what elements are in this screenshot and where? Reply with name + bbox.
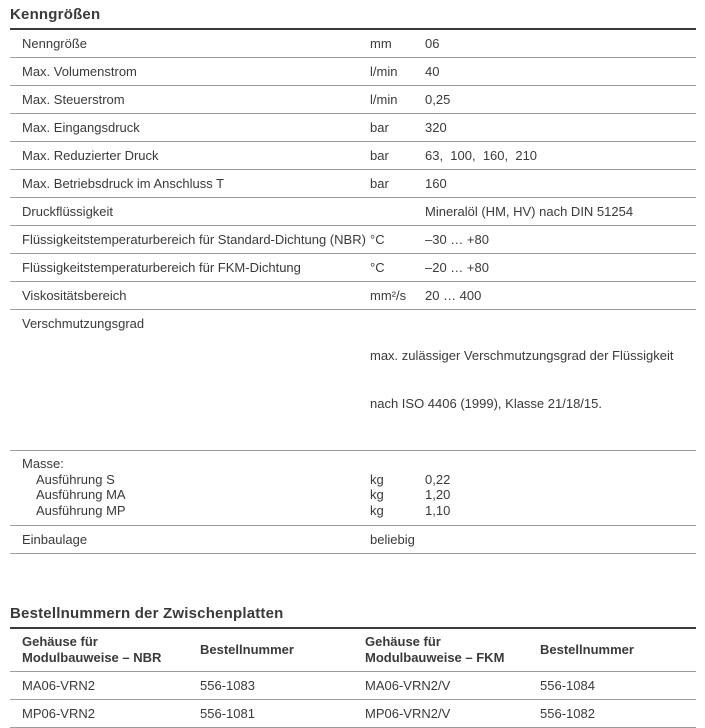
masse-item-line	[22, 472, 696, 488]
spec-label: Viskositätsbereich	[22, 287, 127, 303]
order-type-fkm: MP06-VRN2/V	[365, 705, 451, 721]
spec-row-viskositaet	[10, 282, 696, 310]
spec-label: Einbaulage	[22, 531, 88, 547]
spec-label: Verschmutzungsgrad	[22, 316, 145, 331]
spec-label: Max. Steuerstrom	[22, 91, 125, 107]
spec-value: Mineralöl (HM, HV) nach DIN 51254	[425, 203, 634, 219]
spec-row-masse	[10, 451, 696, 526]
spec-unit: l/min	[370, 63, 398, 79]
spec-row-eingangsdruck	[10, 114, 696, 142]
spec-value-line: max. zulässiger Verschmutzungsgrad der Flüssigkeit	[370, 348, 674, 363]
spec-row-reduzierter-druck	[10, 142, 696, 170]
order-number-fkm: 556-1082	[540, 705, 595, 721]
masse-heading-line	[22, 456, 696, 472]
kenngroessen-table	[10, 28, 696, 554]
masse-item-line	[22, 487, 696, 503]
spec-value: 0,25	[425, 91, 451, 107]
spec-row-steuerstrom	[10, 86, 696, 114]
spec-value-line: nach ISO 4406 (1999), Klasse 21/18/15.	[370, 396, 602, 411]
masse-item-line	[22, 503, 696, 519]
spec-label: Flüssigkeitstemperaturbereich für FKM-Dichtung	[22, 259, 301, 275]
column-header-bestellnummer-fkm: Bestellnummer	[540, 642, 634, 657]
order-header-row	[10, 629, 696, 672]
spec-row-druckfluessigkeit	[10, 198, 696, 226]
kenngroessen-title: Kenngrößen	[10, 6, 101, 23]
spec-row-temperatur-nbr	[10, 226, 696, 254]
spec-unit: l/min	[370, 91, 398, 107]
spec-value: 0,22	[425, 471, 451, 487]
spec-value: 1,10	[425, 502, 451, 518]
bestellnummern-table	[10, 627, 696, 728]
spec-label: Ausführung S	[36, 471, 115, 487]
spec-label: Nenngröße	[22, 35, 88, 51]
spec-row-nenngroesse	[10, 30, 696, 58]
spec-label: Flüssigkeitstemperaturbereich für Standard-Dichtung (NBR)	[22, 231, 366, 247]
column-header-line: Modulbauweise – NBR	[22, 650, 162, 665]
bestellnummern-section	[10, 605, 696, 728]
spec-value: 63, 100, 160, 210	[425, 147, 538, 163]
spec-unit: mm²/s	[370, 287, 407, 303]
spec-label: Druckflüssigkeit	[22, 203, 114, 219]
order-row	[10, 672, 696, 700]
spec-row-volumenstrom	[10, 58, 696, 86]
column-header-line: Modulbauweise – FKM	[365, 650, 505, 665]
spec-label: Max. Betriebsdruck im Anschluss T	[22, 175, 225, 191]
spec-label: Max. Reduzierter Druck	[22, 147, 159, 163]
order-type-fkm: MA06-VRN2/V	[365, 677, 451, 693]
spec-row-temperatur-fkm	[10, 254, 696, 282]
order-type-nbr: MA06-VRN2	[22, 677, 95, 693]
column-header-gehaeuse-fkm	[365, 634, 540, 666]
spec-value: 40	[425, 63, 440, 79]
spec-unit: °C	[370, 231, 385, 247]
bestellnummern-title: Bestellnummern der Zwischenplatten	[10, 605, 284, 622]
spec-unit: bar	[370, 147, 389, 163]
spec-value: 1,20	[425, 487, 451, 502]
order-row	[10, 700, 696, 728]
spec-row-betriebsdruck-t	[10, 170, 696, 198]
spec-unit: mm	[370, 35, 392, 51]
order-type-nbr: MP06-VRN2	[22, 705, 95, 721]
spec-unit: kg	[370, 487, 384, 502]
spec-label: Max. Eingangsdruck	[22, 119, 140, 135]
spec-value: 160	[425, 175, 447, 191]
spec-value: 20 … 400	[425, 287, 482, 303]
column-header-gehaeuse-nbr	[22, 634, 200, 666]
spec-row-einbaulage	[10, 526, 696, 554]
spec-value: 320	[425, 119, 447, 135]
column-header-line: Gehäuse für	[22, 634, 98, 649]
spec-value	[370, 316, 696, 444]
column-header-bestellnummer-nbr: Bestellnummer	[200, 642, 294, 657]
column-header-line: Gehäuse für	[365, 634, 441, 649]
spec-label: Ausführung MA	[36, 487, 126, 502]
kenngroessen-section	[10, 6, 696, 554]
spec-value: beliebig	[370, 531, 415, 547]
spec-unit: bar	[370, 119, 389, 135]
spec-unit: kg	[370, 471, 384, 487]
spec-row-verschmutzungsgrad	[10, 310, 696, 451]
order-number-fkm: 556-1084	[540, 677, 595, 693]
spec-unit: °C	[370, 259, 385, 275]
spec-value: –20 … +80	[425, 259, 489, 275]
spec-label: Max. Volumenstrom	[22, 63, 137, 79]
order-number-nbr: 556-1081	[200, 705, 255, 721]
spec-value: 06	[425, 35, 440, 51]
order-number-nbr: 556-1083	[200, 677, 255, 693]
spec-label: Ausführung MP	[36, 502, 126, 518]
spec-value: –30 … +80	[425, 231, 489, 247]
spec-unit: kg	[370, 502, 384, 518]
spec-unit: bar	[370, 175, 389, 191]
spec-label: Masse:	[22, 456, 64, 471]
